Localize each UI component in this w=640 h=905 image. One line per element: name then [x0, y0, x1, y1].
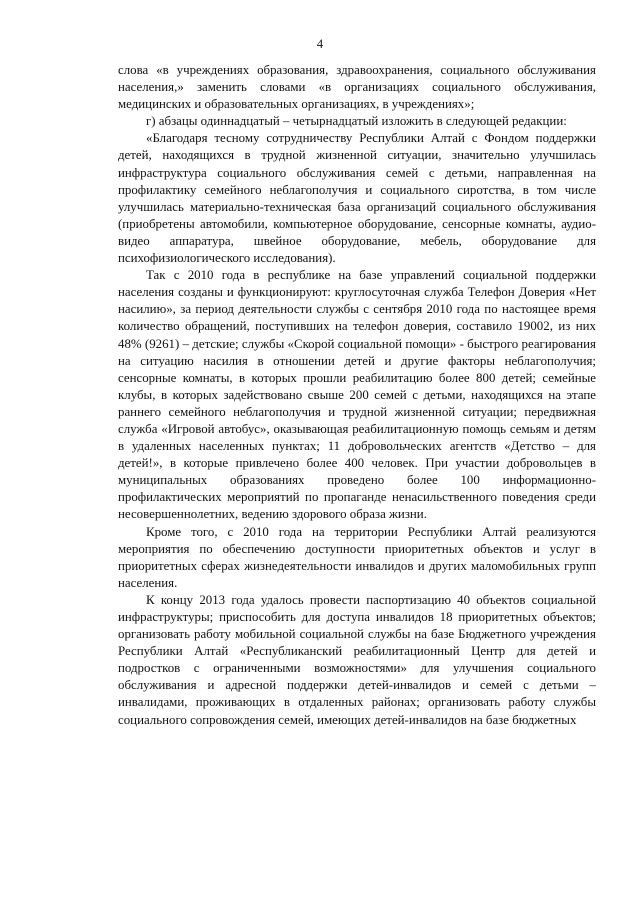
page-number: 4 — [316, 37, 324, 51]
paragraph-3: «Благодаря тесному сотрудничеству Республики Алтай с Фондом поддержки детей, находящихся в трудной жизненной ситуации, значительно улучшилась инфраструктура социального обслуживания семей с детьми, направленная на профилактику семейного неблагополучия и социального сиротства, в том числе улучшилась материально-техническая база организаций социального обслуживания (приобретены автомобили, компьютерное оборудование, сенсорные комнаты, аудио-видео аппаратура, швейное оборудование, мебель, оборудование для психофизиологического исследования). — [118, 131, 596, 266]
paragraph-2: г) абзацы одиннадцатый – четырнадцатый изложить в следующей редакции: — [146, 114, 567, 129]
paragraph-6: К концу 2013 года удалось провести паспортизацию 40 объектов социальной инфраструктуры; приспособить для доступа инвалидов 18 приоритетных объектов; организовать работу мобильной социальной службы на базе Бюджетного учреждения Республики Алтай «Республиканский реабилитационный Центр для детей и подростков с ограниченными возможностями» для улучшения социального обслуживания и адресной поддержки детей-инвалидов и семей с детьми – инвалидами, проживающих в отдаленных районах; организовать работу службы социального сопровождения семей, имеющих детей-инвалидов на базе бюджетных — [118, 592, 596, 727]
paragraph-1: слова «в учреждениях образования, здравоохранения, социального обслуживания населения,» заменить словами «в организациях социального обслуживания, медицинских и образовательных организациях, в учреждениях»; — [118, 63, 596, 112]
body-text — [118, 62, 596, 729]
paragraph-5: Кроме того, с 2010 года на территории Республики Алтай реализуются мероприятия по обеспечению доступности приоритетных объектов и услуг в приоритетных сферах жизнедеятельности инвалидов и других маломобильных групп населения. — [118, 524, 596, 590]
paragraph-4: Так с 2010 года в республике на базе управлений социальной поддержки населения созданы и функционируют: круглосуточная служба Телефон Доверия «Нет насилию», за период деятельности службы с сентября 2010 года по настоящее время количество обращений, поступивших на телефон доверия, составило 19002, из них 48% (9261) – детские; службы «Скорой социальной помощи» - быстрого реагирования на ситуацию насилия в отношении детей и другие факторы неблагополучия; сенсорные комнаты, в которых прошли реабилитацию более 800 детей; семейные клубы, в которых задействовано свыше 200 семей с детьми, находящихся на этапе раннего семейного неблагополучия и трудной жизненной ситуации; передвижная служба «Игровой автобус», оказывающая реабилитационную помощь семьям и детям в удаленных населенных пунктах; 11 добровольческих агентств «Детство – для детей!», в которые привлечено более 400 человек. При участии добровольцев в муниципальных образованиях проведено более 100 информационно-профилактических мероприятий по пропаганде ненасильственного поведения среди несовершеннолетних, ведению здорового образа жизни. — [118, 268, 596, 522]
